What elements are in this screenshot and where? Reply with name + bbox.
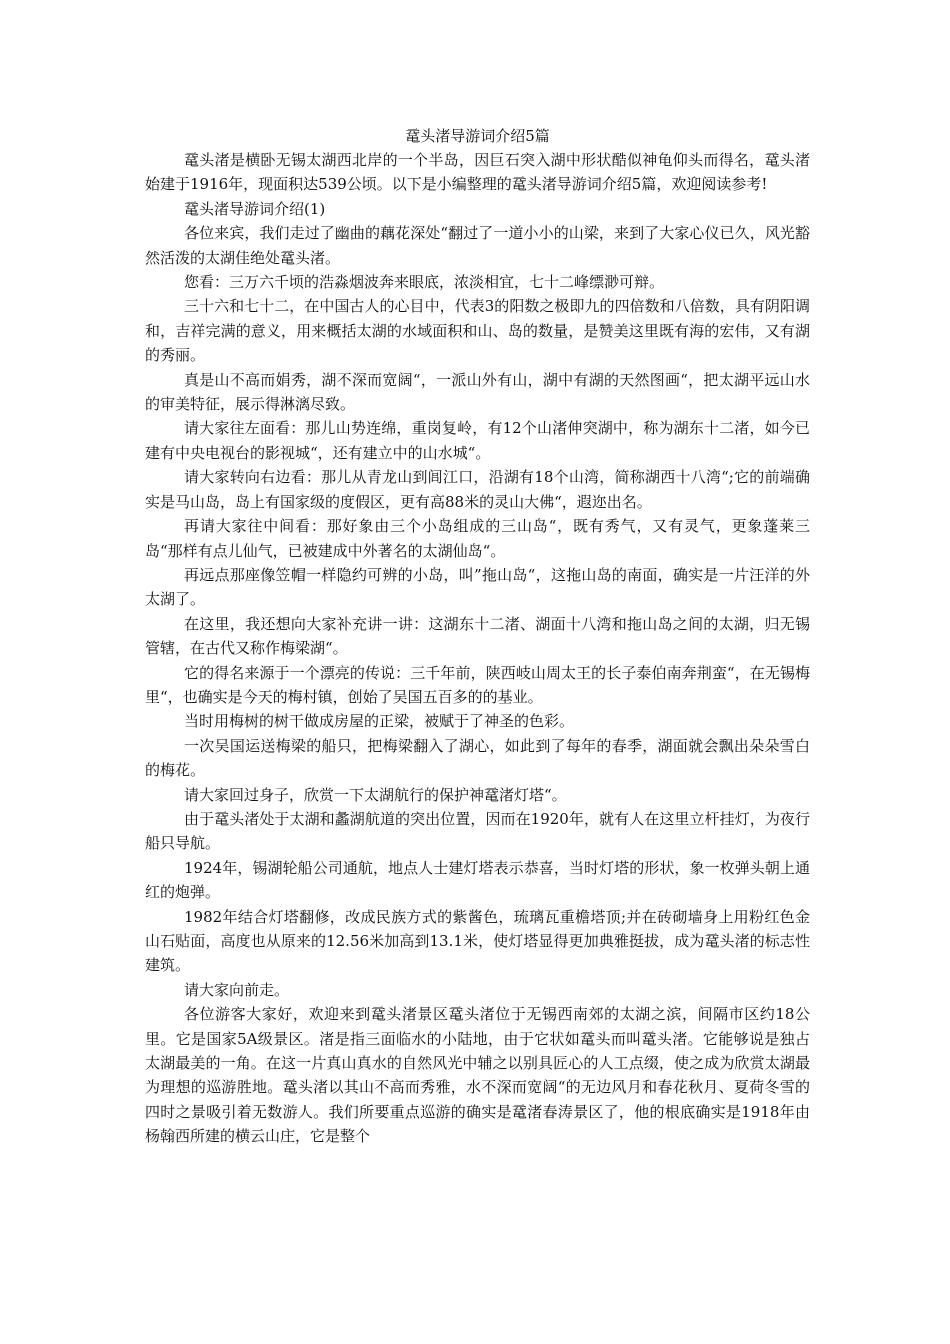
paragraph: 再远点那座像笠帽一样隐约可辨的小岛，叫”拖山岛“，这拖山岛的南面，确实是一片汪洋的外太湖了。 bbox=[145, 565, 810, 609]
paragraph: 您看：三万六千顷的浩淼烟波奔来眼底，浓淡相宜，七十二峰缥渺可辩。 bbox=[184, 273, 665, 292]
document-body bbox=[145, 124, 810, 1149]
paragraph: 一次吴国运送梅梁的船只，把梅梁翻入了湖心，如此到了每年的春季，湖面就会飘出朵朵雪白的梅花。 bbox=[145, 736, 810, 780]
paragraph: 它的得名来源于一个漂亮的传说：三千年前，陕西岐山周太王的长子泰伯南奔荆蛮“，在无锡梅里“，也确实是今天的梅村镇，创始了吴国五百多的的基业。 bbox=[145, 663, 810, 706]
paragraph: 1924年，锡湖轮船公司通航，地点人士建灯塔表示恭喜，当时灯塔的形状，象一枚弹头朝上通红的炮弹。 bbox=[145, 858, 810, 902]
paragraph: 请大家向前走。 bbox=[184, 980, 290, 999]
intro-paragraph: 鼋头渚是横卧无锡太湖西北岸的一个半岛，因巨石突入湖中形状酷似神龟仰头而得名，鼋头渚始建于1916年，现面积达539公顷。以下是小编整理的鼋头渚导游词介绍5篇，欢迎阅读参考! bbox=[145, 151, 810, 194]
paragraph: 当时用梅树的树干做成房屋的正梁，被赋于了神圣的色彩。 bbox=[184, 712, 575, 731]
paragraph: 各位来宾，我们走过了幽曲的藕花深处“翻过了一道小小的山梁，来到了大家心仪已久，风光豁然活泼的太湖佳绝处鼋头渚。 bbox=[145, 224, 810, 267]
document-title: 鼋头渚导游词介绍5篇 bbox=[405, 127, 550, 145]
paragraph: 各位游客大家好，欢迎来到鼋头渚景区鼋头渚位于无锡西南郊的太湖之滨，间隔市区约18公里。它是国家5A级景区。渚是指三面临水的小陆地，由于它状如鼋头而叫鼋头渚。它能够说是独占太湖最美的一角。在这一片真山真水的自然风光中辅之以别具匠心的人工点缀，使之成为欣赏太湖最为理想的巡游胜地。鼋头渚以其山不高而秀雅，水不深而宽阔“的无边风月和春花秋月、夏荷冬雪的四时之景吸引着无数游人。我们所要重点巡游的确实是鼋渚春涛景区了，他的根底确实是1918年由杨翰西所建的横云山庄，它是整个 bbox=[145, 1005, 810, 1146]
paragraph: 请大家转向右边看：那儿从青龙山到闾江口，沿湖有18个山湾，简称湖西十八湾“;它的前端确实是马山岛，岛上有国家级的度假区，更有高88米的灵山大佛“，遐迩出名。 bbox=[145, 468, 810, 511]
paragraph: 请大家往左面看：那儿山势连绵，重岗复岭，有12个山渚伸突湖中，称为湖东十二渚，如今已建有中央电视台的影视城“，还有建立中的山水城“。 bbox=[145, 419, 810, 462]
paragraph: 三十六和七十二，在中国古人的心目中，代表3的阳数之极即九的四倍数和八倍数，具有阴阳调和，吉祥完满的意义，用来概括太湖的水域面积和山、岛的数量，是赞美这里既有海的宏伟，又有湖的秀丽。 bbox=[145, 297, 810, 365]
paragraph: 由于鼋头渚处于太湖和蠡湖航道的突出位置，因而在1920年，就有人在这里立杆挂灯，为夜行船只导航。 bbox=[145, 809, 810, 853]
paragraph: 1982年结合灯塔翻修，改成民族方式的紫酱色，琉璃瓦重檐塔顶;并在砖砌墙身上用粉红色金山石贴面，高度也从原来的12.56米加高到13.1米，使灯塔显得更加典雅挺拔，成为鼋头渚的标志性建筑。 bbox=[145, 907, 810, 975]
section-heading: 鼋头渚导游词介绍(1) bbox=[184, 199, 326, 218]
paragraph: 再请大家往中间看：那好象由三个小岛组成的三山岛“，既有秀气，又有灵气，更象蓬莱三岛“那样有点儿仙气，已被建成中外著名的太湖仙岛“。 bbox=[145, 517, 810, 560]
paragraph: 真是山不高而娟秀，湖不深而宽阔“，一派山外有山，湖中有湖的天然图画“，把太湖平远山水的审美特征，展示得淋漓尽致。 bbox=[145, 370, 810, 414]
paragraph: 在这里，我还想向大家补充讲一讲：这湖东十二渚、湖面十八湾和拖山岛之间的太湖，归无锡管辖，在古代又称作梅梁湖“。 bbox=[145, 614, 810, 658]
paragraph: 请大家回过身子，欣赏一下太湖航行的保护神鼋渚灯塔“。 bbox=[184, 785, 567, 804]
